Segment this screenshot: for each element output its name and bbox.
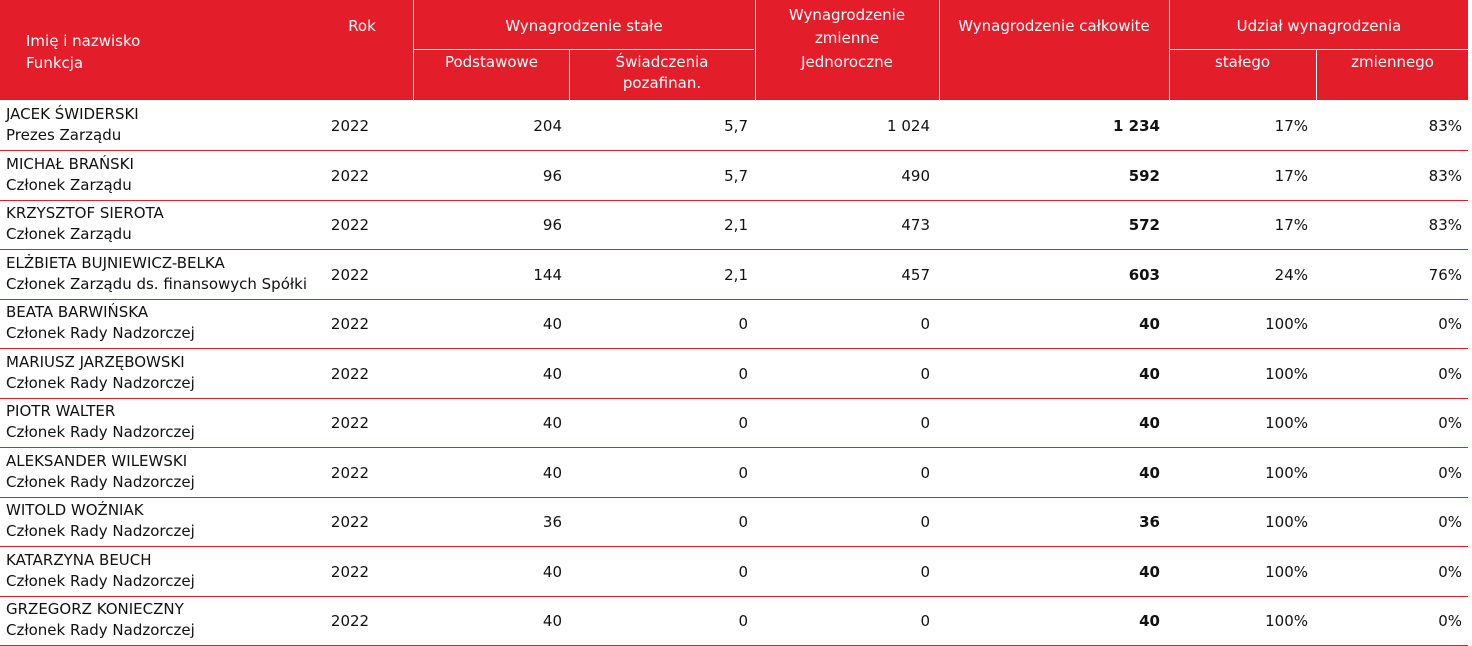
fixed-share-cell: 100% — [1265, 414, 1308, 432]
table-row — [0, 547, 1468, 597]
year-cell: 2022 — [330, 315, 370, 333]
total-remuneration-cell: 592 — [1128, 166, 1160, 185]
benefits-cell: 0 — [738, 364, 748, 383]
total-remuneration-cell: 40 — [1139, 612, 1160, 630]
fixed-share-cell: 100% — [1265, 463, 1308, 482]
year-cell: 2022 — [330, 117, 370, 135]
header-basic-label: Podstawowe — [444, 53, 539, 71]
table-row — [0, 398, 1468, 448]
one-off-variable-cell: 0 — [920, 463, 930, 482]
benefits-cell: 0 — [738, 315, 748, 333]
header-variable-share-label: zmiennego — [1351, 53, 1434, 71]
fixed-share-cell: 24% — [1274, 265, 1308, 284]
member-name: WITOLD WOŹNIAK — [6, 501, 144, 519]
total-remuneration-cell: 40 — [1139, 414, 1160, 432]
table-row — [0, 349, 1468, 399]
basic-salary-cell: 36 — [542, 513, 562, 531]
header-one-off-label: Jednoroczne — [801, 53, 893, 71]
benefits-cell: 2,1 — [724, 265, 748, 284]
member-function: Członek Rady Nadzorczej — [6, 373, 195, 392]
total-remuneration-cell: 1 234 — [1113, 117, 1160, 135]
member-function: Członek Rady Nadzorczej — [6, 571, 195, 590]
variable-share-cell: 0% — [1438, 315, 1462, 333]
member-name: ELŻBIETA BUJNIEWICZ-BELKA — [6, 253, 225, 272]
total-remuneration-cell: 40 — [1139, 364, 1160, 383]
member-function: Członek Zarządu — [6, 225, 132, 243]
member-function: Członek Zarządu ds. finansowych Spółki — [6, 274, 307, 293]
basic-salary-cell: 96 — [542, 166, 562, 185]
header-divider — [1316, 50, 1317, 100]
year-cell: 2022 — [330, 414, 370, 432]
variable-share-cell: 0% — [1438, 414, 1462, 432]
member-name: JACEK ŚWIDERSKI — [6, 105, 139, 123]
member-name: ALEKSANDER WILEWSKI — [6, 451, 188, 470]
variable-share-cell: 0% — [1438, 612, 1462, 630]
header-divider — [1170, 49, 1468, 50]
basic-salary-cell: 204 — [533, 117, 562, 135]
basic-salary-cell: 40 — [542, 414, 562, 432]
basic-salary-cell: 40 — [542, 463, 562, 482]
variable-share-cell: 83% — [1428, 216, 1462, 234]
fixed-share-cell: 100% — [1265, 315, 1308, 333]
fixed-share-cell: 100% — [1265, 364, 1308, 383]
header-fixed-label: Wynagrodzenie stałe — [505, 17, 663, 35]
fixed-share-cell: 17% — [1274, 117, 1308, 135]
header-divider — [414, 49, 754, 50]
table-row — [0, 250, 1468, 300]
total-remuneration-cell: 36 — [1139, 513, 1160, 531]
header-share-label: Udział wynagrodzenia — [1236, 17, 1402, 35]
one-off-variable-cell: 0 — [920, 315, 930, 333]
year-cell: 2022 — [330, 463, 370, 482]
member-name: MICHAŁ BRAŃSKI — [6, 154, 134, 173]
variable-share-cell: 0% — [1438, 463, 1462, 482]
member-name: MARIUSZ JARZĘBOWSKI — [6, 352, 185, 371]
header-year-label: Rok — [348, 17, 376, 35]
year-cell: 2022 — [330, 562, 370, 581]
variable-share-cell: 83% — [1428, 117, 1462, 135]
total-remuneration-cell: 603 — [1128, 265, 1160, 284]
year-cell: 2022 — [330, 612, 370, 630]
variable-share-cell: 0% — [1438, 562, 1462, 581]
header-fixed-share-label: stałego — [1214, 53, 1271, 71]
table-row — [0, 200, 1468, 250]
header-divider — [413, 0, 414, 100]
basic-salary-cell: 40 — [542, 612, 562, 630]
one-off-variable-cell: 0 — [920, 513, 930, 531]
one-off-variable-cell: 1 024 — [887, 117, 930, 135]
total-remuneration-cell: 40 — [1139, 562, 1160, 581]
year-cell: 2022 — [330, 166, 370, 185]
one-off-variable-cell: 490 — [901, 166, 930, 185]
member-function: Członek Rady Nadzorczej — [6, 522, 195, 540]
member-name: KRZYSZTOF SIEROTA — [6, 204, 164, 222]
one-off-variable-cell: 0 — [920, 562, 930, 581]
header-benefits-label-line2: pozafinan. — [622, 74, 702, 92]
benefits-cell: 0 — [738, 463, 748, 482]
total-remuneration-cell: 40 — [1139, 463, 1160, 482]
basic-salary-cell: 40 — [542, 364, 562, 383]
variable-share-cell: 76% — [1428, 265, 1462, 284]
one-off-variable-cell: 457 — [901, 265, 930, 284]
total-remuneration-cell: 40 — [1139, 315, 1160, 333]
member-name: BEATA BARWIŃSKA — [6, 303, 149, 321]
basic-salary-cell: 144 — [533, 265, 562, 284]
year-cell: 2022 — [330, 265, 370, 284]
benefits-cell: 0 — [738, 513, 748, 531]
benefits-cell: 5,7 — [724, 117, 748, 135]
table-row — [0, 101, 1468, 151]
variable-share-cell: 0% — [1438, 364, 1462, 383]
basic-salary-cell: 40 — [542, 315, 562, 333]
basic-salary-cell: 40 — [542, 562, 562, 581]
benefits-cell: 0 — [738, 612, 748, 630]
one-off-variable-cell: 473 — [901, 216, 930, 234]
member-function: Członek Rady Nadzorczej — [6, 621, 195, 639]
table-row — [0, 596, 1468, 646]
variable-share-cell: 83% — [1428, 166, 1462, 185]
basic-salary-cell: 96 — [542, 216, 562, 234]
header-function-label: Funkcja — [26, 54, 84, 72]
year-cell: 2022 — [330, 513, 370, 531]
header-divider — [939, 0, 940, 100]
one-off-variable-cell: 0 — [920, 612, 930, 630]
table-row — [0, 151, 1468, 201]
member-function: Prezes Zarządu — [6, 126, 122, 144]
member-function: Członek Rady Nadzorczej — [6, 423, 195, 441]
table-row — [0, 448, 1468, 498]
member-name: PIOTR WALTER — [6, 402, 116, 420]
member-name: GRZEGORZ KONIECZNY — [6, 600, 184, 618]
header-name-label: Imię i nazwisko — [26, 32, 141, 50]
table-row — [0, 299, 1468, 349]
header-variable-label-line2: zmienne — [814, 29, 880, 47]
total-remuneration-cell: 572 — [1128, 216, 1160, 234]
year-cell: 2022 — [330, 216, 370, 234]
one-off-variable-cell: 0 — [920, 364, 930, 383]
member-name: KATARZYNA BEUCH — [6, 550, 152, 569]
benefits-cell: 0 — [738, 562, 748, 581]
one-off-variable-cell: 0 — [920, 414, 930, 432]
benefits-cell: 5,7 — [724, 166, 748, 185]
header-divider — [755, 0, 756, 100]
fixed-share-cell: 17% — [1274, 216, 1308, 234]
header-benefits-label-line1: Świadczenia — [615, 53, 709, 71]
fixed-share-cell: 17% — [1274, 166, 1308, 185]
header-divider — [1169, 0, 1170, 100]
member-function: Członek Rady Nadzorczej — [6, 472, 195, 491]
fixed-share-cell: 100% — [1265, 612, 1308, 630]
fixed-share-cell: 100% — [1265, 562, 1308, 581]
benefits-cell: 0 — [738, 414, 748, 432]
year-cell: 2022 — [330, 364, 370, 383]
table-header — [0, 0, 1468, 100]
header-divider — [569, 50, 570, 100]
header-variable-label-line1: Wynagrodzenie — [788, 6, 906, 24]
header-total-label: Wynagrodzenie całkowite — [958, 17, 1150, 35]
table-row — [0, 497, 1468, 547]
variable-share-cell: 0% — [1438, 513, 1462, 531]
member-function: Członek Rady Nadzorczej — [6, 324, 195, 342]
fixed-share-cell: 100% — [1265, 513, 1308, 531]
member-function: Członek Zarządu — [6, 175, 132, 194]
benefits-cell: 2,1 — [724, 216, 748, 234]
